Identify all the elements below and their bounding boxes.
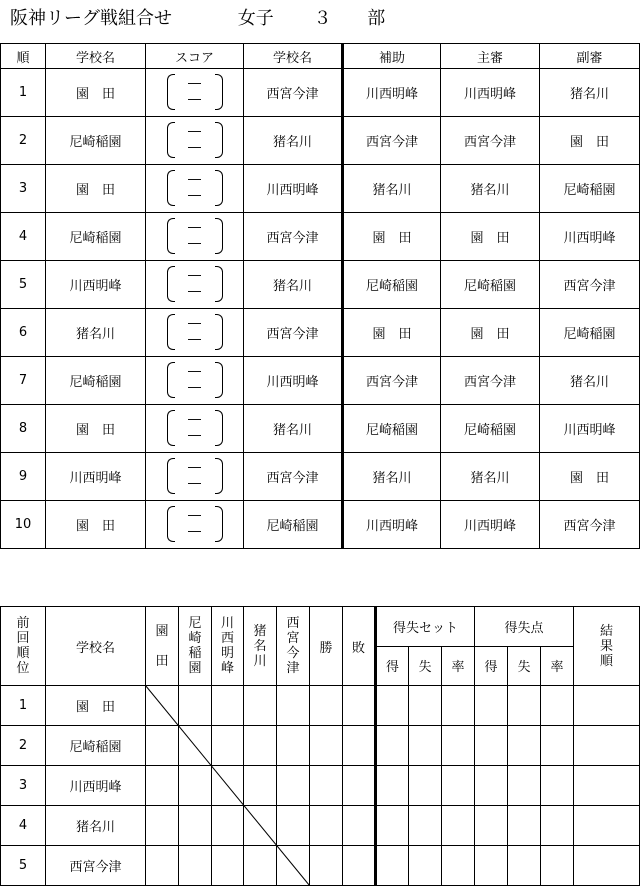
result-cell[interactable] bbox=[179, 806, 212, 846]
school-b: 猪名川 bbox=[244, 117, 343, 165]
sub-referee: 園 田 bbox=[540, 453, 640, 501]
score-dash: ― bbox=[188, 411, 201, 427]
match-row bbox=[1, 117, 640, 165]
standings-school: 園 田 bbox=[46, 686, 146, 726]
result-cell[interactable] bbox=[541, 726, 574, 766]
header-order: 順 bbox=[1, 44, 46, 69]
score-bracket[interactable] bbox=[165, 167, 225, 207]
score-dash: ― bbox=[188, 235, 201, 251]
score-dash: ― bbox=[188, 427, 201, 443]
opponent-label: 川 西 明 峰 bbox=[220, 616, 234, 676]
result-cell[interactable] bbox=[442, 686, 475, 726]
result-cell[interactable] bbox=[541, 806, 574, 846]
score-dash: ― bbox=[188, 123, 201, 139]
result-cell[interactable] bbox=[343, 726, 376, 766]
sub-referee: 猪名川 bbox=[540, 357, 640, 405]
result-cell[interactable] bbox=[179, 766, 212, 806]
title-division: 部 bbox=[367, 8, 386, 29]
result-cell[interactable] bbox=[409, 846, 442, 886]
result-cell[interactable] bbox=[574, 846, 640, 886]
result-cell[interactable] bbox=[212, 686, 244, 726]
result-cell[interactable] bbox=[343, 766, 376, 806]
sub-referee: 西宮今津 bbox=[540, 501, 640, 549]
standings-row bbox=[1, 686, 640, 726]
score bbox=[146, 309, 244, 357]
assistant: 猪名川 bbox=[343, 453, 441, 501]
referee: 川西明峰 bbox=[441, 501, 540, 549]
result-cell[interactable] bbox=[475, 726, 508, 766]
score-bracket[interactable] bbox=[165, 407, 225, 447]
result-cell[interactable] bbox=[475, 846, 508, 886]
header-assistant: 補助 bbox=[343, 44, 441, 69]
assistant: 園 田 bbox=[343, 309, 441, 357]
result-cell[interactable] bbox=[310, 766, 343, 806]
referee: 猪名川 bbox=[441, 165, 540, 213]
header-school-a: 学校名 bbox=[46, 44, 146, 69]
score-dash: ― bbox=[188, 283, 201, 299]
score-bracket[interactable] bbox=[165, 359, 225, 399]
school-a: 尼崎稲園 bbox=[46, 213, 146, 261]
result-cell[interactable] bbox=[343, 806, 376, 846]
rank-number: 4 bbox=[1, 806, 46, 846]
result-cell[interactable] bbox=[376, 686, 409, 726]
result-cell[interactable] bbox=[277, 766, 310, 806]
school-a: 川西明峰 bbox=[46, 453, 146, 501]
school-b: 尼崎稲園 bbox=[244, 501, 343, 549]
score-dash: ― bbox=[188, 315, 201, 331]
score-bracket[interactable] bbox=[165, 311, 225, 351]
referee: 尼崎稲園 bbox=[441, 261, 540, 309]
standings-row bbox=[1, 806, 640, 846]
school-b: 西宮今津 bbox=[244, 69, 343, 117]
match-table bbox=[0, 43, 640, 549]
match-row bbox=[1, 501, 640, 549]
result-cell[interactable] bbox=[475, 766, 508, 806]
assistant: 西宮今津 bbox=[343, 117, 441, 165]
title-gender: 女子 bbox=[237, 8, 274, 29]
result-cell[interactable] bbox=[277, 806, 310, 846]
score-bracket[interactable] bbox=[165, 263, 225, 303]
match-row bbox=[1, 453, 640, 501]
score-dash: ― bbox=[188, 267, 201, 283]
result-cell[interactable] bbox=[574, 766, 640, 806]
assistant: 川西明峰 bbox=[343, 69, 441, 117]
school-a: 園 田 bbox=[46, 501, 146, 549]
assistant: 猪名川 bbox=[343, 165, 441, 213]
opponent-label: 猪 名 川 bbox=[253, 623, 267, 669]
result-cell[interactable] bbox=[508, 806, 541, 846]
school-a: 尼崎稲園 bbox=[46, 117, 146, 165]
result-cell[interactable] bbox=[541, 686, 574, 726]
match-order: 7 bbox=[1, 357, 46, 405]
school-b: 猪名川 bbox=[244, 261, 343, 309]
result-cell[interactable] bbox=[212, 806, 244, 846]
school-b: 猪名川 bbox=[244, 405, 343, 453]
result-cell[interactable] bbox=[376, 846, 409, 886]
result-cell[interactable] bbox=[475, 686, 508, 726]
header-previous-rank: 前 回 順 位 bbox=[1, 607, 46, 686]
school-a: 川西明峰 bbox=[46, 261, 146, 309]
standings-school: 尼崎稲園 bbox=[46, 726, 146, 766]
header-school: 学校名 bbox=[46, 607, 146, 686]
result-cell[interactable] bbox=[277, 726, 310, 766]
result-cell[interactable] bbox=[179, 686, 212, 726]
title-main: 阪神リーグ戦組合せ bbox=[10, 8, 172, 29]
result-cell[interactable] bbox=[376, 766, 409, 806]
score-dash: ― bbox=[188, 219, 201, 235]
sub-referee: 川西明峰 bbox=[540, 405, 640, 453]
match-row bbox=[1, 69, 640, 117]
result-cell[interactable] bbox=[574, 806, 640, 846]
score-dash: ― bbox=[188, 91, 201, 107]
title-division-number: ３ bbox=[313, 8, 332, 29]
score bbox=[146, 261, 244, 309]
school-a: 園 田 bbox=[46, 69, 146, 117]
result-cell[interactable] bbox=[244, 846, 277, 886]
referee: 西宮今津 bbox=[441, 357, 540, 405]
result-cell[interactable] bbox=[343, 846, 376, 886]
school-a: 猪名川 bbox=[46, 309, 146, 357]
result-cell[interactable] bbox=[574, 686, 640, 726]
school-b: 西宮今津 bbox=[244, 309, 343, 357]
score-dash: ― bbox=[188, 459, 201, 475]
score bbox=[146, 357, 244, 405]
header-score: スコア bbox=[146, 44, 244, 69]
score-bracket[interactable] bbox=[165, 119, 225, 159]
assistant: 園 田 bbox=[343, 213, 441, 261]
page-title bbox=[10, 4, 385, 30]
result-cell[interactable] bbox=[146, 726, 179, 766]
result-cell[interactable] bbox=[442, 806, 475, 846]
standings-school: 猪名川 bbox=[46, 806, 146, 846]
score-bracket[interactable] bbox=[165, 71, 225, 111]
match-row bbox=[1, 261, 640, 309]
header-set-lose: 失 bbox=[409, 646, 442, 686]
match-row bbox=[1, 213, 640, 261]
result-cell[interactable] bbox=[310, 846, 343, 886]
sub-referee: 園 田 bbox=[540, 117, 640, 165]
result-cell[interactable] bbox=[376, 726, 409, 766]
header-set-gain: 得 bbox=[376, 646, 409, 686]
score-dash: ― bbox=[188, 475, 201, 491]
header-point-gain: 得 bbox=[475, 646, 508, 686]
standings-row bbox=[1, 846, 640, 886]
opponent-label: 西 宮 今 津 bbox=[286, 616, 300, 676]
header-point-rate: 率 bbox=[541, 646, 574, 686]
header-point-lose: 失 bbox=[508, 646, 541, 686]
school-a: 尼崎稲園 bbox=[46, 357, 146, 405]
result-cell[interactable] bbox=[179, 846, 212, 886]
referee: 園 田 bbox=[441, 309, 540, 357]
sub-referee: 川西明峰 bbox=[540, 213, 640, 261]
rank-number: 2 bbox=[1, 726, 46, 766]
result-cell[interactable] bbox=[541, 766, 574, 806]
school-b: 川西明峰 bbox=[244, 357, 343, 405]
score-dash: ― bbox=[188, 523, 201, 539]
score bbox=[146, 453, 244, 501]
header-school-b: 学校名 bbox=[244, 44, 343, 69]
referee: 尼崎稲園 bbox=[441, 405, 540, 453]
referee: 西宮今津 bbox=[441, 117, 540, 165]
match-row bbox=[1, 165, 640, 213]
result-cell[interactable] bbox=[277, 686, 310, 726]
sub-referee: 尼崎稲園 bbox=[540, 165, 640, 213]
score bbox=[146, 117, 244, 165]
assistant: 尼崎稲園 bbox=[343, 261, 441, 309]
score-dash: ― bbox=[188, 331, 201, 347]
header-sub-referee: 副審 bbox=[540, 44, 640, 69]
school-a: 園 田 bbox=[46, 165, 146, 213]
header-opponent-3 bbox=[212, 607, 244, 686]
standings-row bbox=[1, 766, 640, 806]
result-cell[interactable] bbox=[310, 686, 343, 726]
school-b: 川西明峰 bbox=[244, 165, 343, 213]
result-cell[interactable] bbox=[310, 806, 343, 846]
result-cell[interactable] bbox=[310, 726, 343, 766]
school-a: 園 田 bbox=[46, 405, 146, 453]
assistant: 川西明峰 bbox=[343, 501, 441, 549]
result-cell[interactable] bbox=[146, 806, 179, 846]
match-row bbox=[1, 309, 640, 357]
score bbox=[146, 405, 244, 453]
result-cell[interactable] bbox=[541, 846, 574, 886]
rank-number: 1 bbox=[1, 686, 46, 726]
header-result-order: 結 果 順 bbox=[574, 607, 640, 686]
match-table-header bbox=[1, 44, 640, 69]
result-cell[interactable] bbox=[442, 726, 475, 766]
result-cell[interactable] bbox=[179, 726, 212, 766]
result-cell[interactable] bbox=[376, 806, 409, 846]
header-opponent-5 bbox=[277, 607, 310, 686]
header-losses: 敗 bbox=[343, 607, 376, 686]
score-dash: ― bbox=[188, 75, 201, 91]
opponent-label: 尼 崎 稲 園 bbox=[188, 616, 202, 676]
header-opponent-4 bbox=[244, 607, 277, 686]
match-order: 10 bbox=[1, 501, 46, 549]
match-order: 5 bbox=[1, 261, 46, 309]
score-bracket[interactable] bbox=[165, 455, 225, 495]
match-order: 1 bbox=[1, 69, 46, 117]
score bbox=[146, 501, 244, 549]
result-cell[interactable] bbox=[244, 686, 277, 726]
result-cell[interactable] bbox=[212, 846, 244, 886]
header-point-group: 得失点 bbox=[475, 607, 574, 647]
result-cell[interactable] bbox=[442, 846, 475, 886]
result-cell[interactable] bbox=[574, 726, 640, 766]
standings-school: 川西明峰 bbox=[46, 766, 146, 806]
match-order: 4 bbox=[1, 213, 46, 261]
result-cell[interactable] bbox=[244, 806, 277, 846]
match-row bbox=[1, 405, 640, 453]
standings-school: 西宮今津 bbox=[46, 846, 146, 886]
match-order: 8 bbox=[1, 405, 46, 453]
score-dash: ― bbox=[188, 363, 201, 379]
result-cell[interactable] bbox=[146, 846, 179, 886]
header-set-rate: 率 bbox=[442, 646, 475, 686]
assistant: 西宮今津 bbox=[343, 357, 441, 405]
match-order: 3 bbox=[1, 165, 46, 213]
result-cell[interactable] bbox=[442, 766, 475, 806]
referee: 川西明峰 bbox=[441, 69, 540, 117]
result-cell[interactable] bbox=[244, 766, 277, 806]
school-b: 西宮今津 bbox=[244, 213, 343, 261]
referee: 猪名川 bbox=[441, 453, 540, 501]
result-cell[interactable] bbox=[508, 726, 541, 766]
referee: 園 田 bbox=[441, 213, 540, 261]
score-dash: ― bbox=[188, 379, 201, 395]
rank-number: 3 bbox=[1, 766, 46, 806]
result-cell[interactable] bbox=[508, 846, 541, 886]
result-cell[interactable] bbox=[212, 726, 244, 766]
score-dash: ― bbox=[188, 507, 201, 523]
result-cell[interactable] bbox=[508, 686, 541, 726]
sub-referee: 猪名川 bbox=[540, 69, 640, 117]
standings-table bbox=[0, 606, 640, 886]
score-dash: ― bbox=[188, 171, 201, 187]
score-dash: ― bbox=[188, 139, 201, 155]
result-cell[interactable] bbox=[409, 726, 442, 766]
match-order: 2 bbox=[1, 117, 46, 165]
score-bracket[interactable] bbox=[165, 215, 225, 255]
header-opponent-2 bbox=[179, 607, 212, 686]
school-b: 西宮今津 bbox=[244, 453, 343, 501]
result-cell[interactable] bbox=[146, 766, 179, 806]
sub-referee: 尼崎稲園 bbox=[540, 309, 640, 357]
score-bracket[interactable] bbox=[165, 503, 225, 543]
result-cell[interactable] bbox=[409, 686, 442, 726]
assistant: 尼崎稲園 bbox=[343, 405, 441, 453]
header-wins: 勝 bbox=[310, 607, 343, 686]
result-cell[interactable] bbox=[508, 766, 541, 806]
result-cell[interactable] bbox=[343, 686, 376, 726]
score bbox=[146, 213, 244, 261]
match-row bbox=[1, 357, 640, 405]
result-cell[interactable] bbox=[277, 846, 310, 886]
result-cell[interactable] bbox=[409, 806, 442, 846]
header-referee: 主審 bbox=[441, 44, 540, 69]
sub-referee: 西宮今津 bbox=[540, 261, 640, 309]
standings-row bbox=[1, 726, 640, 766]
match-order: 6 bbox=[1, 309, 46, 357]
rank-number: 5 bbox=[1, 846, 46, 886]
header-set-group: 得失セット bbox=[376, 607, 475, 647]
match-order: 9 bbox=[1, 453, 46, 501]
opponent-label: 園 田 bbox=[155, 623, 169, 669]
score bbox=[146, 165, 244, 213]
result-cell[interactable] bbox=[475, 806, 508, 846]
result-cell[interactable] bbox=[146, 686, 179, 726]
result-cell[interactable] bbox=[409, 766, 442, 806]
score bbox=[146, 69, 244, 117]
result-cell[interactable] bbox=[212, 766, 244, 806]
score-dash: ― bbox=[188, 187, 201, 203]
header-opponent-1 bbox=[146, 607, 179, 686]
result-cell[interactable] bbox=[244, 726, 277, 766]
